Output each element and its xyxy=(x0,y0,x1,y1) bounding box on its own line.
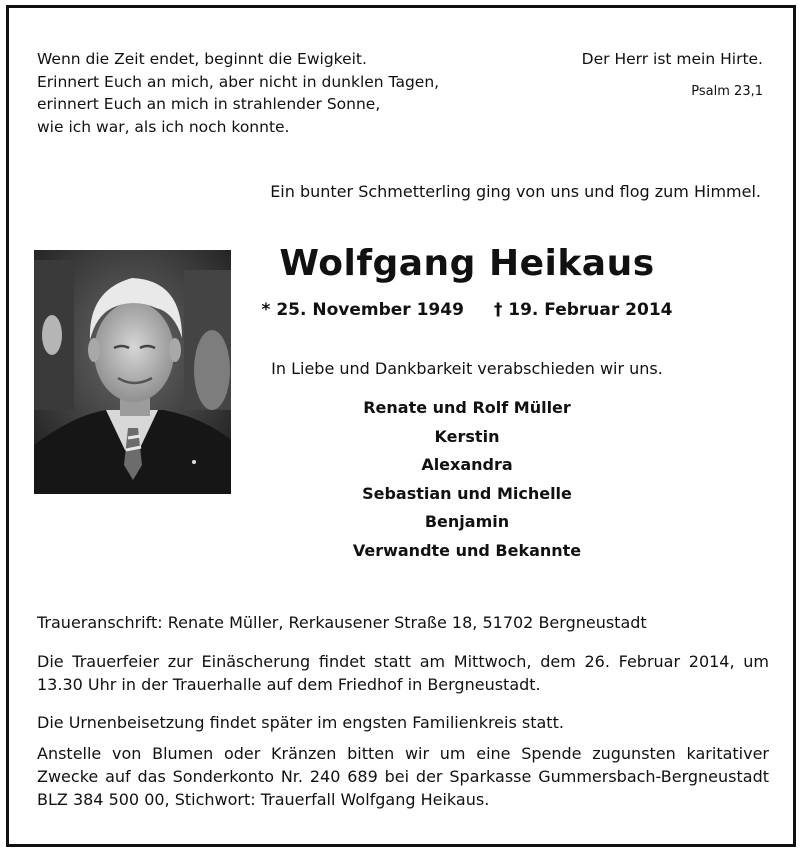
psalm-quote: Der Herr ist mein Hirte. xyxy=(581,50,763,68)
psalm-reference: Psalm 23,1 xyxy=(691,84,763,99)
poem-line: erinnert Euch an mich in strahlender Sonne, xyxy=(37,95,381,113)
poem xyxy=(37,48,439,138)
mourner: Kerstin xyxy=(434,426,500,446)
mourner: Benjamin xyxy=(424,512,510,532)
mourner: Renate und Rolf Müller xyxy=(363,398,571,417)
portrait-photo xyxy=(34,250,231,494)
mourning-address: Traueranschrift: Renate Müller, Rerkausener Straße 18, 51702 Bergneustadt xyxy=(37,613,647,632)
poem-line: wie ich war, als ich noch konnte. xyxy=(37,117,290,136)
mourner: Alexandra xyxy=(421,455,513,475)
mourner: Verwandte und Bekannte xyxy=(352,540,582,560)
donation-info: Anstelle von Blumen oder Kränzen bitten wir um eine Spende zugunsten karitativer Zwecke auf das Sonderkonto Nr. 240 689 bei der Sparkasse Gummersbach-Bergneustadt BLZ 384 500 00, Stichwort: Trauerfall Wolfgang Heikaus. xyxy=(37,744,769,809)
mourners-list xyxy=(231,394,703,566)
life-dates xyxy=(231,299,703,321)
death-date: † 19. Februar 2014 xyxy=(493,300,673,320)
deceased-name: Wolfgang Heikaus xyxy=(279,243,655,284)
obituary-frame xyxy=(6,5,796,847)
mourner: Sebastian und Michelle xyxy=(362,483,572,503)
urn-burial-info: Die Urnenbeisetzung findet später im engsten Familienkreis statt. xyxy=(37,713,564,732)
farewell-line: In Liebe und Dankbarkeit verabschieden wir uns. xyxy=(271,359,663,378)
poem-line: Wenn die Zeit endet, beginnt die Ewigkeit. xyxy=(37,50,367,68)
poem-line: Erinnert Euch an mich, aber nicht in dunklen Tagen, xyxy=(37,72,440,91)
birth-date: * 25. November 1949 xyxy=(261,300,464,320)
butterfly-line: Ein bunter Schmetterling ging von uns und flog zum Himmel. xyxy=(270,182,761,201)
ceremony-info: Die Trauerfeier zur Einäscherung findet statt am Mittwoch, dem 26. Februar 2014, um 13.30 Uhr in der Trauerhalle auf dem Friedhof in Bergneustadt. xyxy=(37,652,769,694)
